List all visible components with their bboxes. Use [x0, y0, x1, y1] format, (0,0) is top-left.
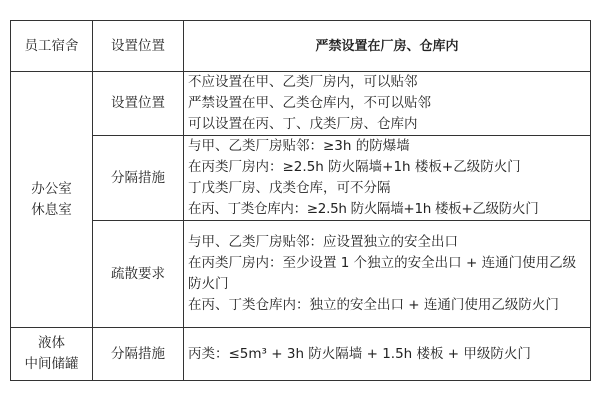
header-rule-cell: 严禁设置在厂房、仓库内	[184, 21, 591, 72]
tank-separation-label: 分隔措施	[93, 328, 184, 381]
text-line: 严禁设置在甲、乙类仓库内，不可以贴邻	[188, 95, 431, 111]
table-row	[11, 328, 591, 381]
text-line: 在丙类厂房内：≥2.5h 防火隔墙+1h 楼板+乙级防火门	[188, 159, 521, 175]
tank-separation-content: 丙类：≤5m³ + 3h 防火隔墙 + 1.5h 楼板 + 甲级防火门	[184, 328, 591, 381]
text-line: 可以设置在丙、丁、戊类厂房、仓库内	[188, 116, 418, 132]
table-header-row	[11, 21, 591, 72]
setting-location-label: 设置位置	[93, 72, 184, 136]
table-row	[11, 72, 591, 136]
text-line: 在丙、丁类仓库内：≥2.5h 防火隔墙+1h 楼板+乙级防火门	[188, 201, 539, 217]
header-location-cell: 设置位置	[93, 21, 184, 72]
office-rest-room-cell	[11, 72, 93, 328]
evacuation-requirements-content	[184, 221, 591, 328]
text-line: 在丙类厂房内：至少设置 1 个独立的安全出口 + 连通门使用乙级防火门	[188, 255, 577, 292]
table-row	[11, 136, 591, 221]
rest-room-label: 休息室	[31, 201, 72, 218]
text-line: 不应设置在甲、乙类厂房内，可以贴邻	[188, 74, 418, 90]
evacuation-requirements-label: 疏散要求	[93, 221, 184, 328]
liquid-label: 液体	[38, 335, 65, 351]
table-row	[11, 221, 591, 328]
fire-safety-table	[10, 20, 591, 381]
liquid-tank-cell	[11, 328, 93, 381]
text-line: 在丙、丁类仓库内：独立的安全出口 + 连通门使用乙级防火门	[188, 297, 559, 313]
intermediate-tank-label: 中间储罐	[24, 356, 79, 372]
setting-location-content	[184, 72, 591, 136]
separation-measures-content	[184, 136, 591, 221]
header-dormitory-cell: 员工宿舍	[11, 21, 93, 72]
text-line: 与甲、乙类厂房贴邻：≥3h 的防爆墙	[188, 138, 410, 154]
text-line: 与甲、乙类厂房贴邻：应设置独立的安全出口	[188, 234, 458, 250]
separation-measures-label: 分隔措施	[93, 136, 184, 221]
office-label: 办公室	[31, 180, 72, 197]
text-line: 丁戊类厂房、戊类仓库，可不分隔	[188, 180, 391, 196]
